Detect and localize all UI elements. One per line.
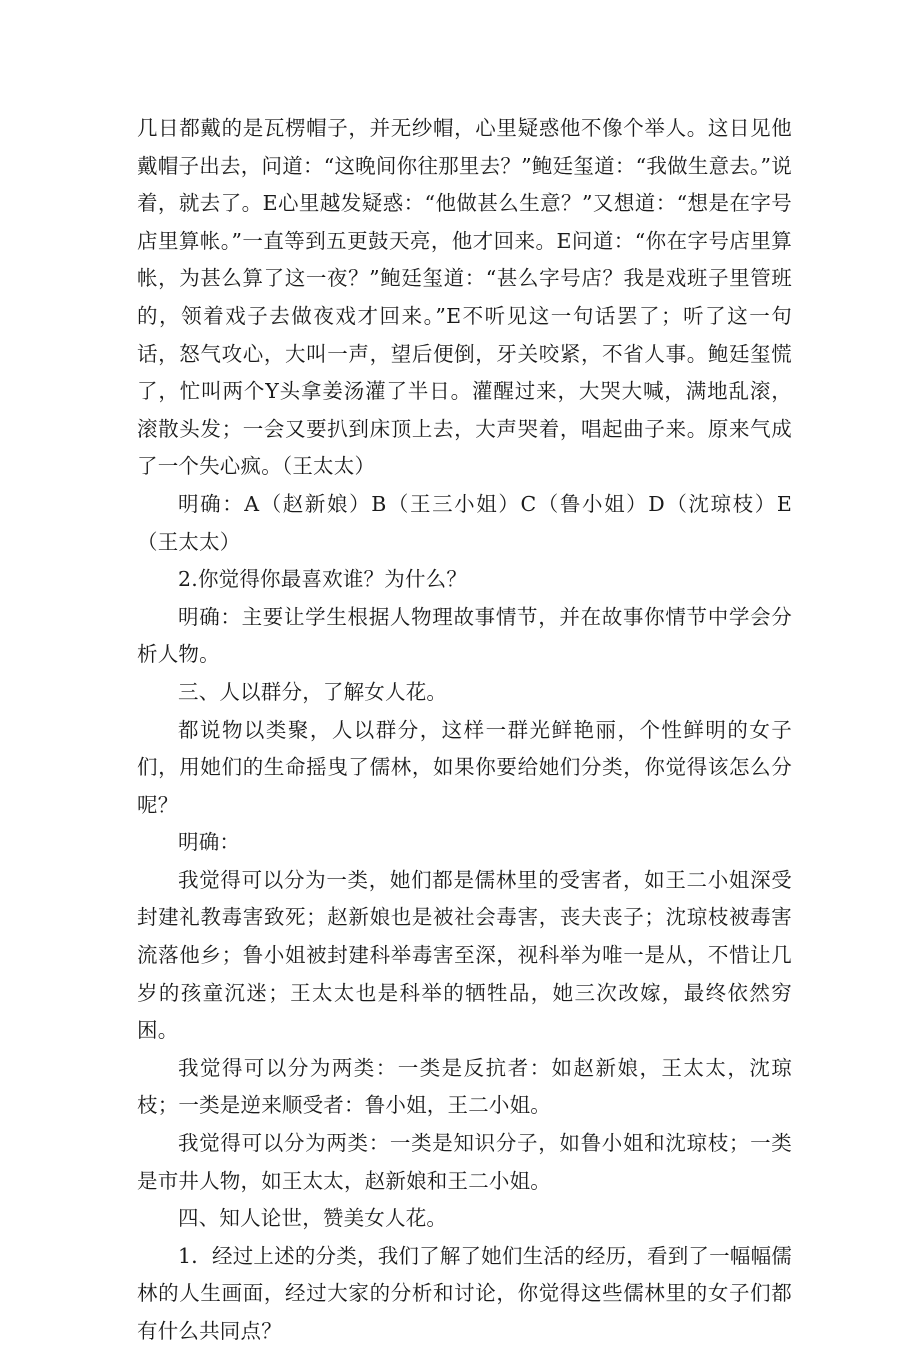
paragraph-story-excerpt: 几日都戴的是瓦楞帽子，并无纱帽，心里疑惑他不像个举人。这日见他戴帽子出去，问道：“这晚间你往那里去？”鲍廷玺道：“我做生意去。”说着，就去了。E心里越发疑惑：“他做甚么生意？”又想道：“想是在字号店里算帐。”一直等到五更鼓天亮，他才回来。E问道：“你在字号店里算帐，为甚么算了这一夜？”鲍廷玺道：“甚么字号店？我是戏班子里管班的，领着戏子去做夜戏才回来。”E不听见这一句话罢了；听了这一句话，怒气攻心，大叫一声，望后便倒，牙关咬紧，不省人事。鲍廷玺慌了，忙叫两个Y头拿姜汤灌了半日。灌醒过来，大哭大喊，满地乱滚，滚散头发；一会又要扒到床顶上去，大声哭着，唱起曲子来。原来气成了一个失心疯。（王太太） <box>137 116 792 479</box>
document-body <box>137 110 792 1351</box>
section-heading-3: 三、人以群分，了解女人花。 <box>178 679 448 704</box>
paragraph-question-1: 1．经过上述的分类，我们了解了她们生活的经历，看到了一幅幅儒林的人生画面，经过大家的分析和讨论，你觉得这些儒林里的女子们都有什么共同点？ <box>137 1243 792 1343</box>
paragraph-classification-prompt: 都说物以类聚，人以群分，这样一群光鲜艳丽，个性鲜明的女子们，用她们的生命摇曳了儒林，如果你要给她们分类，你觉得该怎么分呢？ <box>137 717 792 817</box>
paragraph-answer-identities: 明确：A（赵新娘）B（王三小姐）C（鲁小姐）D（沈琼枝）E（王太太） <box>137 491 792 554</box>
paragraph-answer-label: 明确： <box>178 830 241 855</box>
paragraph-answer-2: 明确：主要让学生根据人物理故事情节，并在故事你情节中学会分析人物。 <box>137 604 792 667</box>
paragraph-question-2: 2.你觉得你最喜欢谁？为什么？ <box>178 567 468 592</box>
section-heading-4: 四、知人论世，赞美女人花。 <box>178 1206 448 1231</box>
paragraph-two-categories-b: 我觉得可以分为两类：一类是知识分子，如鲁小姐和沈琼枝；一类是市井人物，如王太太，赵新娘和王二小姐。 <box>137 1131 792 1193</box>
paragraph-two-categories-a: 我觉得可以分为两类：一类是反抗者：如赵新娘，王太太，沈琼枝；一类是逆来顺受者：鲁小姐，王二小姐。 <box>137 1055 792 1118</box>
paragraph-one-category: 我觉得可以分为一类，她们都是儒林里的受害者，如王二小姐深受封建礼教毒害致死；赵新娘也是被社会毒害，丧夫丧子；沈琼枝被毒害流落他乡；鲁小姐被封建科举毒害至深，视科举为唯一是从，不惜让几岁的孩童沉迷；王太太也是科举的牺牲品，她三次改嫁，最终依然穷困。 <box>137 867 792 1043</box>
